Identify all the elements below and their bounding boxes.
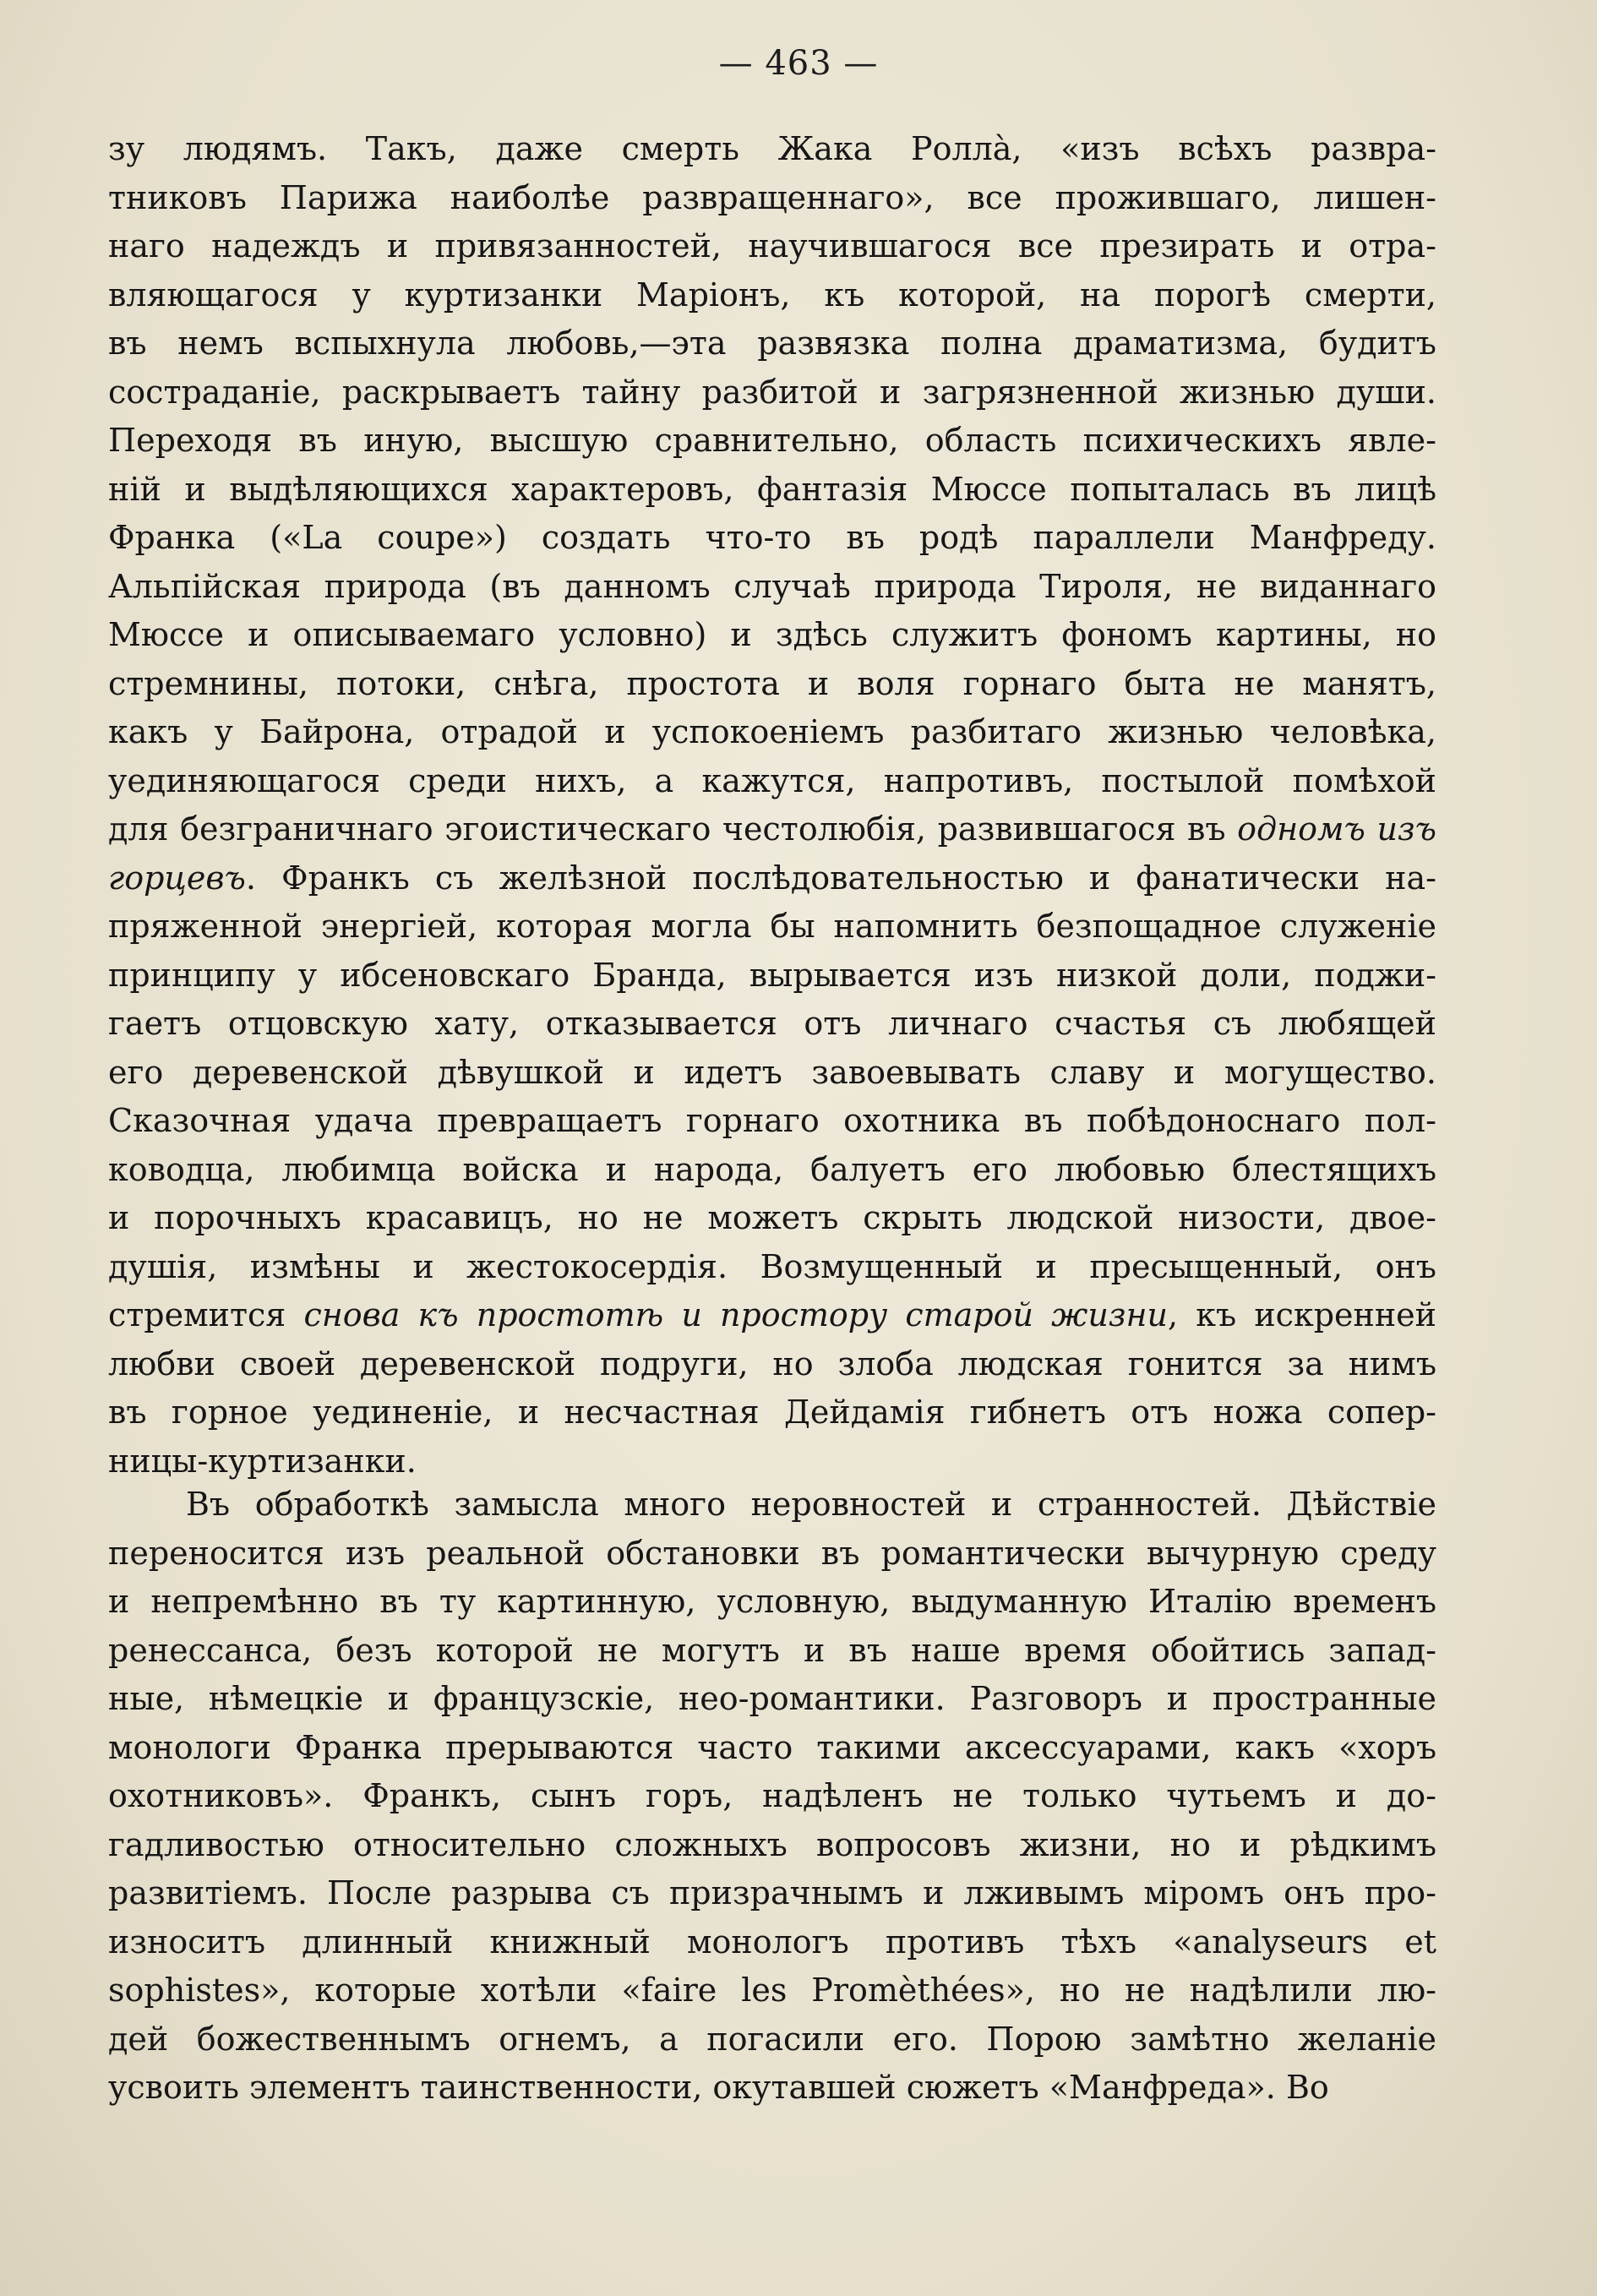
text-line: дей божественнымъ огнемъ, а погасили его. Порою замѣтно желаніе bbox=[108, 2020, 1436, 2058]
text-line: Сказочная удача превращаетъ горнаго охотника въ побѣдоноснаго пол- bbox=[108, 1102, 1436, 1139]
text-line: развитіемъ. После разрыва съ призрачнымъ и лживымъ міромъ онъ про- bbox=[108, 1874, 1436, 1912]
text-line: зу людямъ. Такъ, даже смерть Жака Ролла̀, «изъ всѣхъ развра- bbox=[108, 130, 1436, 167]
text-line: монологи Франка прерываются часто такими аксессуарами, какъ «хоръ bbox=[108, 1728, 1436, 1766]
text-line: Въ обработкѣ замысла много неровностей и странностей. Дѣйствіе bbox=[186, 1486, 1436, 1523]
text-line: душія, измѣны и жестокосердія. Возмущенный и пресыщенный, онъ bbox=[108, 1247, 1436, 1285]
text-line: ководца, любимца войска и народа, балуетъ его любовью блестящихъ bbox=[108, 1150, 1436, 1188]
text-line: и порочныхъ красавицъ, но не можетъ скрыть людской низости, двое- bbox=[108, 1199, 1436, 1236]
text-line: наго надеждъ и привязанностей, научившагося все презирать и отра- bbox=[108, 227, 1436, 265]
text-line: усвоить элементъ таинственности, окутавшей сюжетъ «Манфреда». Во bbox=[108, 2069, 1329, 2106]
text-line: охотниковъ». Франкъ, сынъ горъ, надѣленъ не только чутьемъ и до- bbox=[108, 1777, 1436, 1814]
text-line: любви своей деревенской подруги, но злоба людская гонится за нимъ bbox=[108, 1344, 1436, 1383]
text-line: Альпійская природа (въ данномъ случаѣ природа Тироля, не виданнаго bbox=[108, 567, 1436, 605]
text-line: состраданіе, раскрываетъ тайну разбитой и загрязненной жизнью души. bbox=[108, 373, 1436, 411]
text-line: для безграничнаго эгоистическаго честолюбія, развившагося въ одномъ изъ bbox=[108, 810, 1436, 848]
text-line: какъ у Байрона, отрадой и успокоеніемъ разбитаго жизнью человѣка, bbox=[108, 713, 1436, 750]
text-line: износитъ длинный книжный монологъ противъ тѣхъ «analyseurs et bbox=[108, 1922, 1436, 1961]
text-line: гаетъ отцовскую хату, отказывается отъ личнаго счастья съ любящей bbox=[108, 1005, 1436, 1042]
text-line: уединяющагося среди нихъ, а кажутся, напротивъ, постылой помѣхой bbox=[108, 761, 1436, 799]
text-line: стремится снова къ простотѣ и простору старой жизни, къ искренней bbox=[108, 1296, 1436, 1333]
text-line: ные, нѣмецкіе и французскіе, нео-романтики. Разговоръ и пространные bbox=[108, 1680, 1436, 1717]
text-line: пряженной энергіей, которая могла бы напомнить безпощадное служеніе bbox=[108, 908, 1436, 945]
text-line: его деревенской дѣвушкой и идетъ завоевывать славу и могущество. bbox=[108, 1053, 1436, 1091]
text-line: и непремѣнно въ ту картинную, условную, выдуманную Италію временъ bbox=[108, 1583, 1436, 1620]
paragraph-1 bbox=[108, 125, 1436, 1486]
page-number: — 463 — bbox=[718, 44, 879, 83]
text-line: ній и выдѣляющихся характеровъ, фантазія Мюссе попыталась въ лицѣ bbox=[108, 470, 1436, 508]
text-line: стремнины, потоки, снѣга, простота и воля горнаго быта не манятъ, bbox=[108, 664, 1436, 702]
text-line: ренессанса, безъ которой не могутъ и въ наше время обойтись запад- bbox=[108, 1631, 1436, 1669]
text-line: тниковъ Парижа наиболѣе развращеннаго», все прожившаго, лишен- bbox=[108, 178, 1436, 216]
text-line: Франка («La coupe») создать что-то въ родѣ параллели Манфреду. bbox=[108, 519, 1436, 556]
text-line: переносится изъ реальной обстановки въ романтически вычурную среду bbox=[108, 1534, 1436, 1572]
text-line: принципу у ибсеновскаго Бранда, вырывается изъ низкой доли, поджи- bbox=[108, 956, 1436, 994]
text-line: sophistes», которые хотѣли «faire les Promèthées», но не надѣлили лю- bbox=[108, 1972, 1436, 2009]
text-line: гадливостью относительно сложныхъ вопросовъ жизни, но и рѣдкимъ bbox=[108, 1825, 1436, 1863]
paragraph-2 bbox=[108, 1481, 1436, 2113]
text-line: горцевъ. Франкъ съ желѣзной послѣдовательностью и фанатически на- bbox=[108, 859, 1436, 897]
text-line: ницы-куртизанки. bbox=[108, 1442, 417, 1480]
text-line: Переходя въ иную, высшую сравнительно, область психическихъ явле- bbox=[108, 422, 1436, 459]
text-line: вляющагося у куртизанки Маріонъ, къ которой, на порогѣ смерти, bbox=[108, 275, 1436, 314]
text-line: въ немъ вспыхнула любовь,—эта развязка полна драматизма, будитъ bbox=[108, 324, 1436, 362]
text-line: въ горное уединеніе, и несчастная Дейдамія гибнетъ отъ ножа сопер- bbox=[108, 1393, 1436, 1431]
text-line: Мюссе и описываемаго условно) и здѣсь служитъ фономъ картины, но bbox=[108, 616, 1436, 653]
